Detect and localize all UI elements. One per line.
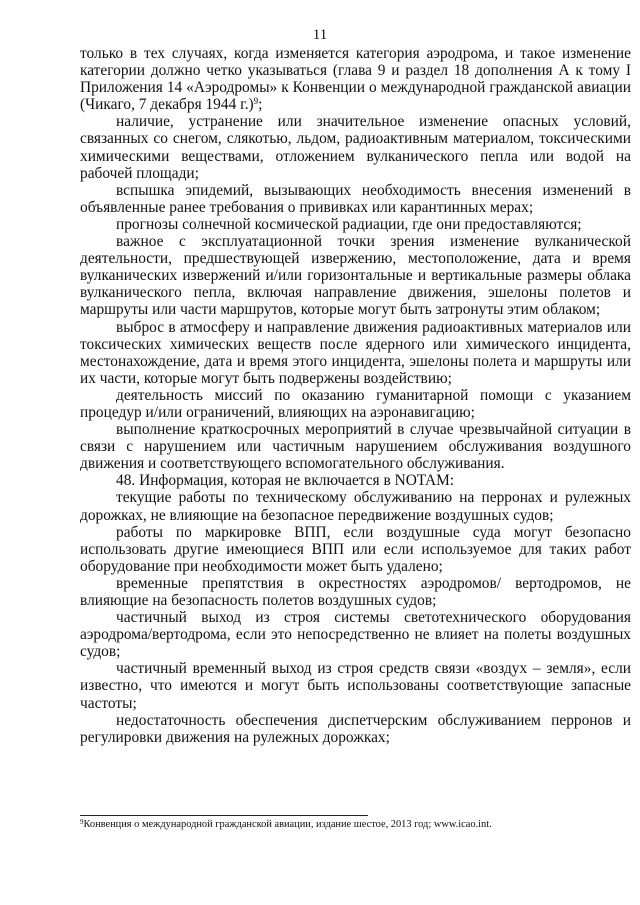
paragraph-volcanic-activity: важное с эксплуатационной точки зрения изменение вулканической деятельности, предшествующей извержению, местоположение, дата и время вулканических извержений и/или горизонтальные и вертикальные размеры облака вулканического пепла, включая направление движения, эшелоны полетов и маршруты или части маршрутов, которые могут быть затронуты этим облаком; (80, 233, 631, 319)
paragraph-runway-marking: работы по маркировке ВПП, если воздушные суда могут безопасно использовать другие имеющиеся ВПП или если используемое для таких работ оборудование при необходимости может быть удалено; (80, 523, 631, 575)
paragraph-apron-maintenance: текущие работы по техническому обслуживанию на перронах и рулежных дорожках, не влияющие на безопасное передвижение воздушных судов; (80, 489, 631, 524)
paragraph-aerodrome-category (80, 45, 631, 113)
footnote-reference[interactable]: 9 (253, 96, 259, 107)
footnote-marker: 9 (80, 818, 84, 826)
paragraph-text-tail: ; (258, 96, 263, 114)
paragraph-radioactive-release: выброс в атмосферу и направление движения радиоактивных материалов или токсических химических веществ после ядерного или химического инцидента, местонахождение, дата и время этого инцидента, эшелоны полета и маршруты или их части, которые могут быть подвержены воздействию; (80, 318, 631, 387)
paragraph-lighting-failure: частичный выход из строя системы светотехнического оборудования аэродрома/вертодрома, если это непосредственно не влияет на полеты воздушных судов; (80, 609, 631, 661)
paragraph-emergency-measures: выполнение краткосрочных мероприятий в случае чрезвычайной ситуации в связи с нарушением или частичным нарушением обслуживания воздушного движения и соответствующего вспомогательного обслуживания. (80, 421, 631, 473)
footnote (80, 818, 631, 831)
paragraph-section-48-heading: 48. Информация, которая не включается в NOTAM: (116, 472, 455, 490)
paragraph-hazardous-conditions: наличие, устранение или значительное изменение опасных условий, связанных со снегом, слякотью, льдом, радиоактивным материалом, токсическими химическими веществами, отложением вулканического пепла или водой на рабочей площади; (80, 113, 631, 182)
page-number: 11 (312, 27, 328, 43)
paragraph-humanitarian-missions: деятельность миссий по оказанию гуманитарной помощи с указанием процедур и/или ограничений, влияющих на аэронавигацию; (80, 386, 631, 421)
paragraph-solar-radiation: прогнозы солнечной космической радиации, где они предоставляются; (116, 215, 582, 233)
paragraph-apron-control: недостаточность обеспечения диспетчерским обслуживанием перронов и регулировки движения на рулежных дорожках; (80, 711, 631, 746)
paragraph-text: только в тех случаях, когда изменяется категория аэродрома, и такое изменение категории должно четко указываться (глава 9 и раздел 18 дополнения А к тому I Приложения 14 «Аэродромы» к Конвенции о международной гражданской авиации (Чикаго, 7 декабря 1944 г.) (80, 45, 631, 114)
paragraph-epidemic-outbreak: вспышка эпидемий, вызывающих необходимость внесения изменений в объявленные ранее требования о прививках или карантинных мерах; (80, 181, 631, 216)
paragraph-communication-failure: частичный временный выход из строя средств связи «воздух – земля», если известно, что имеются и могут быть использованы соответствующие запасные частоты; (80, 660, 631, 712)
footnote-text: Конвенция о международной гражданской авиации, издание шестое, 2013 год; www.icao.int. (83, 819, 492, 830)
body-text (80, 45, 631, 746)
paragraph-temporary-obstacles: временные препятствия в окрестностях аэродромов/ вертодромов, не влияющие на безопасность полетов воздушных судов; (80, 574, 631, 609)
footnote-separator (80, 815, 368, 816)
